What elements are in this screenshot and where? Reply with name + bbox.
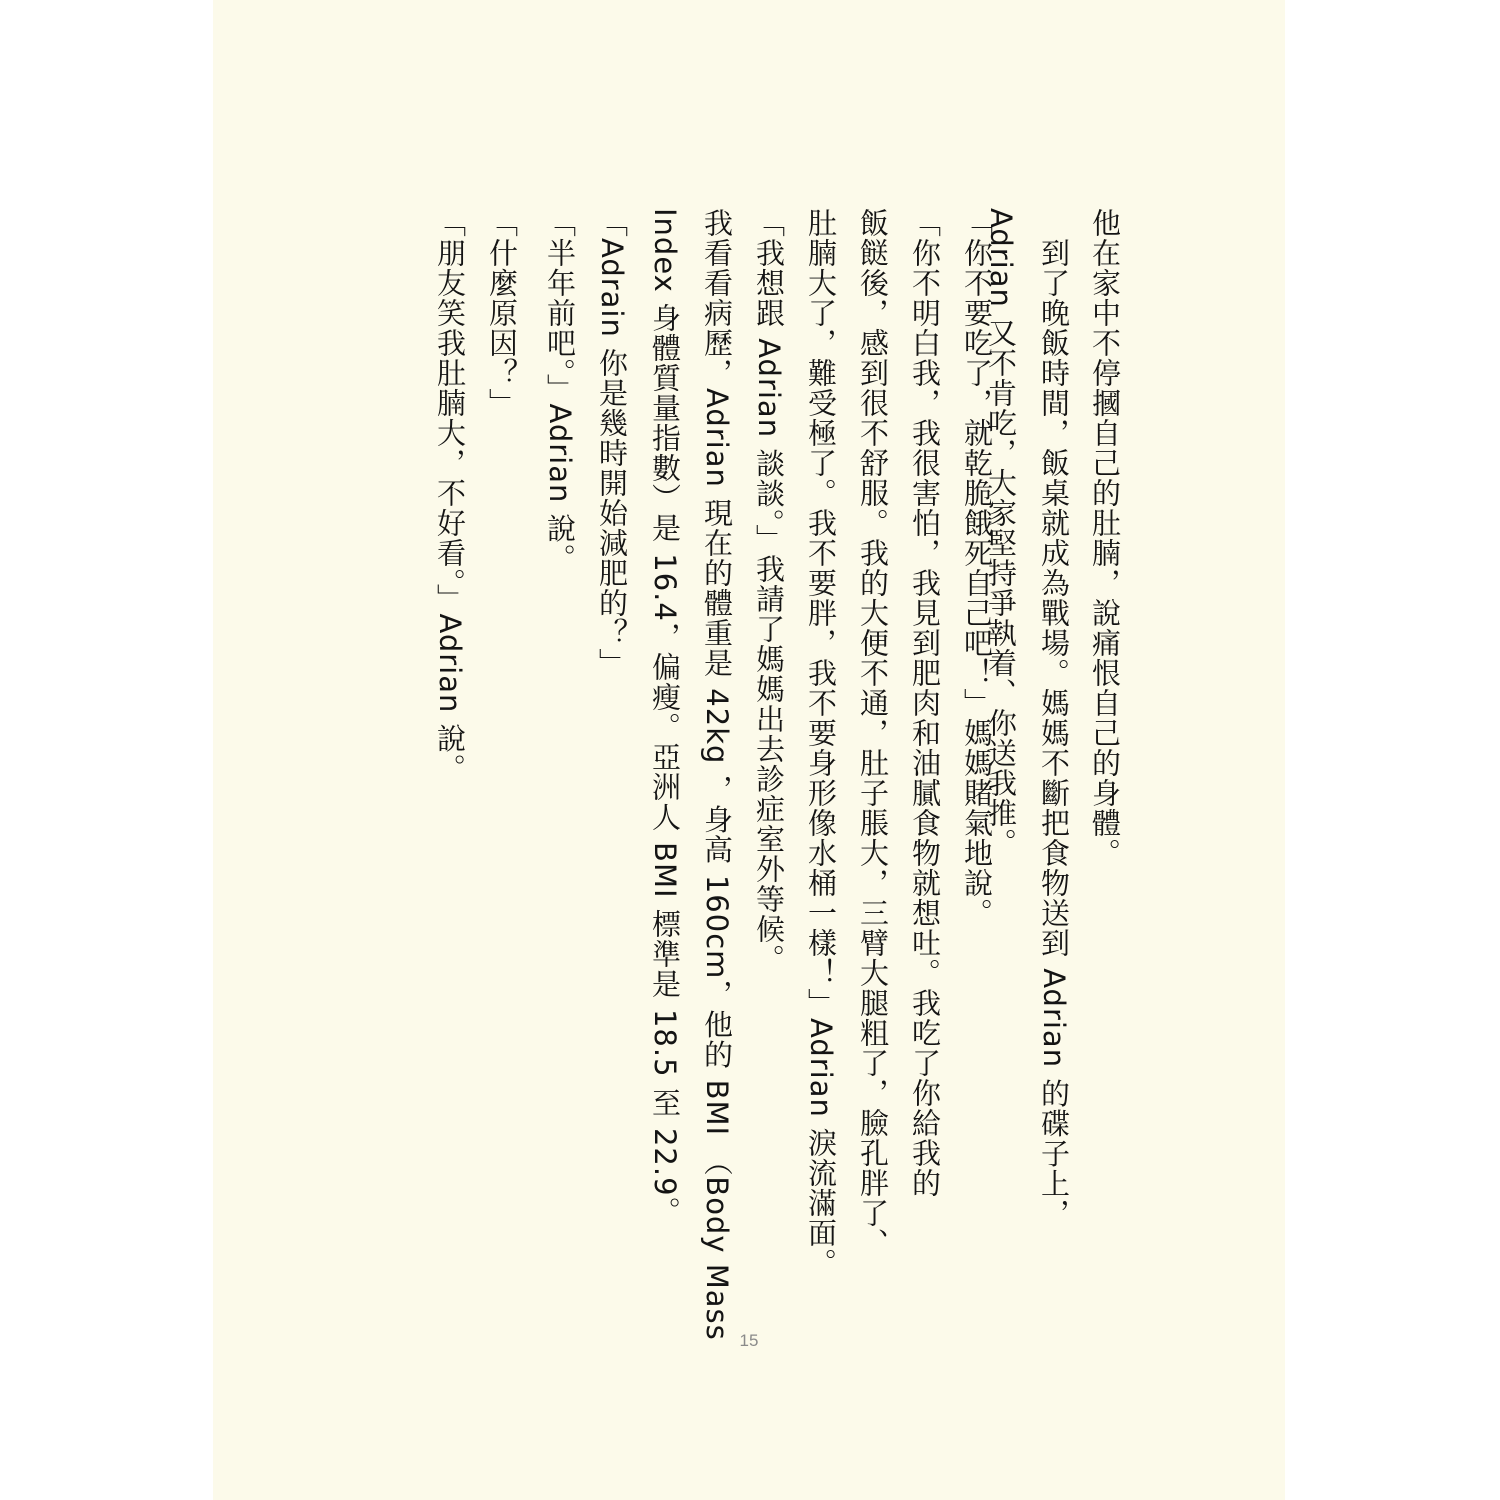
text-column-12: 「半年前吧。」Adrian 說。 bbox=[543, 208, 577, 574]
text-column-6: 飯餸後，感到很不舒服。我的大便不通，肚子脹大，三臂大腿粗了，臉孔胖了、 bbox=[856, 208, 890, 1258]
text-column-3: Adrian 又不肯吃，大家堅持爭執着、你送我推。 bbox=[984, 208, 1018, 859]
book-page bbox=[213, 0, 1285, 1500]
text-column-10: Index 身體質量指數）是 16.4，偏瘦。亞洲人 BMI 標準是 18.5 至 22.9。 bbox=[648, 208, 682, 1227]
text-column-14: 「朋友笑我肚腩大，不好看。」Adrian 說。 bbox=[433, 208, 467, 784]
text-column-9: 我看看病歷，Adrian 現在的體重是 42kg ，身高 160cm，他的 BMI （Body Mass bbox=[700, 208, 734, 1341]
text-column-7: 肚腩大了，難受極了。我不要胖，我不要身形像水桶一樣！」Adrian 淚流滿面。 bbox=[804, 208, 838, 1279]
text-column-4: 「你不要吃了，就乾脆餓死自己吧！」媽媽賭氣地說。 bbox=[960, 208, 994, 928]
page-number: 15 bbox=[739, 1331, 759, 1350]
text-column-8: 「我想跟 Adrian 談談。」我請了媽媽出去診症室外等候。 bbox=[752, 208, 786, 974]
text-column-2: 到了晚飯時間，飯桌就成為戰場。媽媽不斷把食物送到 Adrian 的碟子上， bbox=[1037, 208, 1071, 1229]
text-column-13: 「什麼原因？」 bbox=[485, 208, 519, 418]
text-column-11: 「Adrain 你是幾時開始減肥的？」 bbox=[595, 208, 629, 679]
text-column-5: 「你不明白我，我很害怕，我見到肥肉和油膩食物就想吐。我吃了你給我的 bbox=[908, 208, 942, 1198]
text-column-1: 他在家中不停摑自己的肚腩，說痛恨自己的身體。 bbox=[1088, 208, 1122, 868]
